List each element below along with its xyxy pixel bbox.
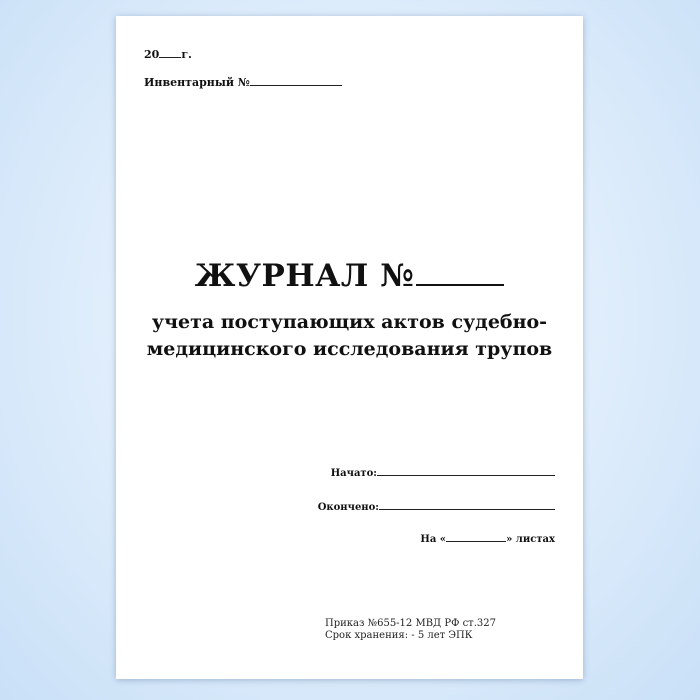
journal-title xyxy=(116,256,583,294)
sheets-prefix: На « xyxy=(420,534,447,545)
started-field xyxy=(331,465,555,479)
finished-field xyxy=(318,499,555,513)
started-label: Начато: xyxy=(330,468,377,479)
subtitle-line-1: учета поступающих актов судебно- xyxy=(151,311,548,333)
sheets-count-field xyxy=(420,531,555,545)
inventory-number-field xyxy=(144,75,342,89)
inventory-blank-line xyxy=(250,75,342,86)
sheets-blank-line xyxy=(446,531,506,542)
year-field xyxy=(144,47,192,61)
sheets-suffix: » листах xyxy=(506,534,555,545)
year-suffix: г. xyxy=(181,48,192,61)
subtitle-line-2: медицинского исследования трупов xyxy=(146,338,553,360)
journal-subtitle xyxy=(116,309,583,363)
inventory-label: Инвентарный № xyxy=(144,76,250,89)
finished-blank-line xyxy=(379,499,555,510)
year-blank-line xyxy=(159,47,181,58)
journal-number-blank-line xyxy=(416,256,504,286)
year-prefix: 20 xyxy=(144,48,160,61)
started-blank-line xyxy=(377,465,555,476)
footer-notes xyxy=(325,618,496,642)
journal-title-text: ЖУРНАЛ № xyxy=(194,258,415,294)
journal-cover-page xyxy=(116,16,583,679)
finished-label: Окончено: xyxy=(317,502,379,513)
retention-period: Срок хранения: - 5 лет ЭПК xyxy=(325,630,473,641)
order-reference: Приказ №655-12 МВД РФ ст.327 xyxy=(325,618,496,629)
